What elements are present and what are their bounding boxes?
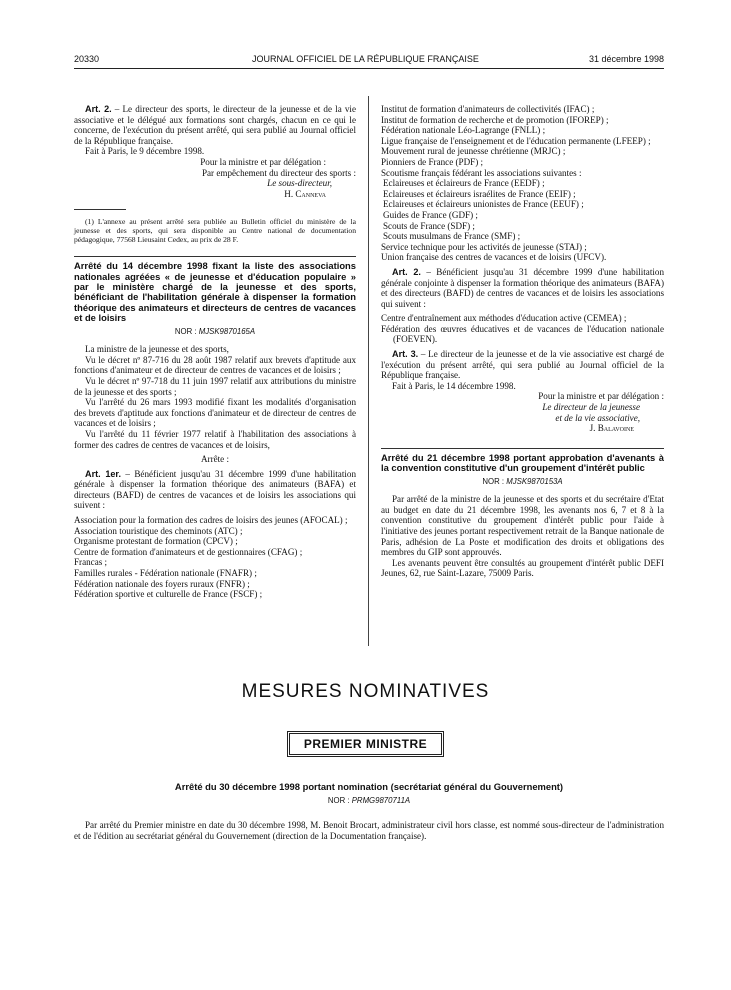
list-item: Fédération sportive et culturelle de France (FSCF) ; — [74, 589, 263, 600]
article-2-label: Art. 2. — [85, 104, 112, 114]
visa-1: Vu le décret nº 87-716 du 28 août 1987 relatif aux brevets d'aptitude aux fonctions d'animateur et de directeur de centres de vacances et de loisirs ; — [74, 354, 356, 376]
decree-title-14-dec: Arrêté du 14 décembre 1998 fixant la liste des associations nationales agréées « de jeunesse et d'éducation populaire » par le ministère chargé de la jeunesse et des sports, bénéficiant de l'habilitation générale à dispenser la formation théorique des animateurs et directeurs de centres de vacances et de loisirs — [74, 260, 356, 324]
article-2-label: Art. 2. — [392, 266, 421, 277]
sub-list-item: Guides de France (GDF) ; — [383, 209, 478, 220]
fait-line: Fait à Paris, le 9 décembre 1998. — [85, 146, 205, 157]
appointment-text: Par arrêté du Premier ministre en date du 30 décembre 1998, M. Benoit Brocart, administrateur civil hors classe, est nommé sous-directeur de l'administration et de l'édition au secrétariat général du Gouvernement (direction de la Documentation française). — [74, 820, 664, 841]
list-item: Fédération des œuvres éducatives et de vacances de l'éducation nationale (FOEVEN). — [381, 323, 664, 345]
list-item: Francas ; — [74, 557, 108, 568]
visa-2: Vu le décret nº 97-718 du 11 juin 1997 relatif aux attributions du ministre de la jeunesse et des sports ; — [74, 375, 356, 397]
list-item: Ligue française de l'enseignement et de l'éducation permanente (LFEEP) ; — [381, 135, 651, 146]
article-1-label: Art. 1er. — [85, 468, 121, 479]
paragraph-1: Par arrêté de la ministre de la jeunesse et des sports et du secrétaire d'Etat au budget en date du 21 décembre 1998, les avenants nos 6, 7 et 8 à la convention constitutive du groupement d'intérêt public pour l'aide à l'initiative des jeunes portant respectivement retrait de la Banque nationale de Paris, adhésion de La Poste et modification des droits et obligations des membres du GIP sont approuvés. — [381, 494, 664, 558]
signature-line-3: et de la vie associative, — [555, 412, 640, 423]
decree-title-30-dec: Arrêté du 30 décembre 1998 portant nomination (secrétariat général du Gouvernement) — [174, 781, 564, 792]
list-item: Association touristique des cheminots (ATC) ; — [74, 525, 243, 536]
list-item: Organisme protestant de formation (CPCV) ; — [74, 536, 238, 547]
arrete-line: Arrête : — [200, 454, 230, 465]
visa-0: La ministre de la jeunesse et des sports, — [85, 344, 229, 355]
list-item: Fédération nationale des foyers ruraux (FNFR) ; — [74, 578, 250, 589]
list-item: Service technique pour les activités de jeunesse (STAJ) ; — [381, 241, 587, 252]
sub-list-item: Eclaireuses et éclaireurs unionistes de France (EEUF) ; — [383, 199, 584, 210]
list-item: Union française des centres de vacances et de loisirs (UFCV). — [381, 252, 607, 263]
list-item: Scoutisme français fédérant les associations suivantes : — [381, 167, 582, 178]
right-column — [381, 104, 664, 579]
section-separator — [74, 256, 356, 257]
paragraph-2: Les avenants peuvent être consultés au groupement d'intérêt public DEFI Jeunes, 62, rue Saint-Lazare, 75009 Paris. — [381, 557, 664, 579]
column-divider — [368, 96, 369, 646]
article-2-left — [74, 104, 356, 146]
issue-date: 31 décembre 1998 — [588, 54, 664, 64]
article-1-text: – Bénéficient jusqu'au 31 décembre 1999 d'une habilitation générale à dispenser la formation théorique des animateurs (BAFA) et directeurs (BAFD) de centres de vacances et de loisirs les associations qui suivent : — [74, 468, 356, 511]
nor-reference: NOR : MJSK9870153A — [482, 476, 563, 486]
list-item: Mouvement rural de jeunesse chrétienne (MRJC) ; — [381, 146, 566, 157]
article-2-text: – Le directeur des sports, le directeur de la jeunesse et de la vie associative et le délégué aux formations sont chargés, chacun en ce qui le concerne, de l'exécution du présent arrêté, qui sera publié au Journal officiel de la République française. — [74, 104, 356, 146]
section-separator — [381, 448, 664, 449]
article-2-text: – Bénéficient jusqu'au 31 décembre 1999 d'une habilitation générale conjointe à dispenser la formation théorique des animateurs (BAFA) et des directeurs (BAFD) de centres de vacances et de loisirs les associations qui suivent : — [381, 266, 664, 309]
list-item: Centre d'entraînement aux méthodes d'éducation active (CEMEA) ; — [381, 313, 627, 324]
footnote: (1) L'annexe au présent arrêté sera publiée au Bulletin officiel du ministère de la jeunesse et des sports, qui sera disponible au Centre national de documentation pédagogique, 77568 Lieusaint Cedex, au prix de 28 F. — [74, 217, 356, 244]
article-3-label: Art. 3. — [392, 349, 419, 360]
signature-line-2: Par empêchement du directeur des sports : — [201, 167, 356, 178]
list-item: Pionniers de France (PDF) ; — [381, 156, 484, 167]
box-title-wrapper — [0, 731, 731, 757]
page-number: 20330 — [74, 54, 100, 64]
nor-reference-bottom: NOR : PRMG9870711A — [327, 796, 411, 805]
appointment-text-block — [74, 820, 664, 841]
decree-title-21-dec: Arrêté du 21 décembre 1998 portant approbation d'avenants à la convention constitutive d'un groupement d'intérêt public — [381, 451, 664, 474]
visa-3: Vu l'arrêté du 26 mars 1993 modifié fixant les modalités d'organisation des brevets d'aptitude aux fonctions d'animateur et de directeur de centres de vacances et de loisirs ; — [74, 397, 356, 429]
list-item: Centre de formation d'animateurs et de gestionnaires (CFAG) ; — [74, 546, 303, 557]
sub-list-item: Eclaireuses et éclaireurs de France (EEDF) ; — [383, 178, 545, 189]
signature-line-2: Le directeur de la jeunesse — [542, 402, 640, 413]
sub-list-item: Eclaireuses et éclaireurs israélites de France (EEIF) ; — [383, 188, 576, 199]
list-item: Association pour la formation des cadres de loisirs des jeunes (AFOCAL) ; — [74, 515, 348, 526]
signature-line-1: Pour la ministre et par délégation : — [200, 156, 326, 167]
footnote-separator — [74, 209, 126, 210]
joint-association-list — [381, 313, 664, 345]
list-item: Institut de formation d'animateurs de collectivités (IFAC) ; — [381, 104, 595, 114]
fait-line: Fait à Paris, le 14 décembre 1998. — [392, 380, 516, 391]
visa-4: Vu l'arrêté du 11 février 1977 relatif à l'habilitation des associations à former des cadres de centres de vacances et de loisirs, — [74, 428, 356, 450]
header-rule — [74, 68, 664, 69]
sub-list-item: Scouts musulmans de France (SMF) ; — [383, 231, 521, 242]
box-title: PREMIER MINISTRE — [287, 731, 444, 757]
article-2-right — [381, 267, 664, 309]
signature-name: J. Balavoine — [589, 423, 634, 434]
signature-line-1: Pour la ministre et par délégation : — [538, 391, 664, 402]
signature-line-3: Le sous-directeur, — [267, 178, 332, 189]
section-title: MESURES NOMINATIVES — [241, 681, 490, 702]
left-column — [74, 104, 356, 600]
list-item: Fédération nationale Léo-Lagrange (FNLL) ; — [381, 125, 546, 136]
article-3 — [381, 349, 664, 381]
list-item: Institut de formation de recherche et de promotion (IFOREP) ; — [381, 114, 609, 125]
journal-title: JOURNAL OFFICIEL DE LA RÉPUBLIQUE FRANÇAISE — [252, 54, 479, 64]
article-1 — [74, 469, 356, 511]
article-3-text: – Le directeur de la jeunesse et de la vie associative est chargé de l'exécution du présent arrêté, qui sera publié au Journal officiel de la République française. — [381, 349, 664, 381]
nor-reference: NOR : MJSK9870165A — [174, 326, 256, 336]
list-item: Familles rurales - Fédération nationale (FNAFR) ; — [74, 568, 257, 579]
association-list-right — [381, 104, 664, 263]
signature-name: H. Canneva — [284, 188, 326, 199]
sub-list-item: Scouts de France (SDF) ; — [383, 220, 475, 231]
association-list-left — [74, 515, 356, 600]
